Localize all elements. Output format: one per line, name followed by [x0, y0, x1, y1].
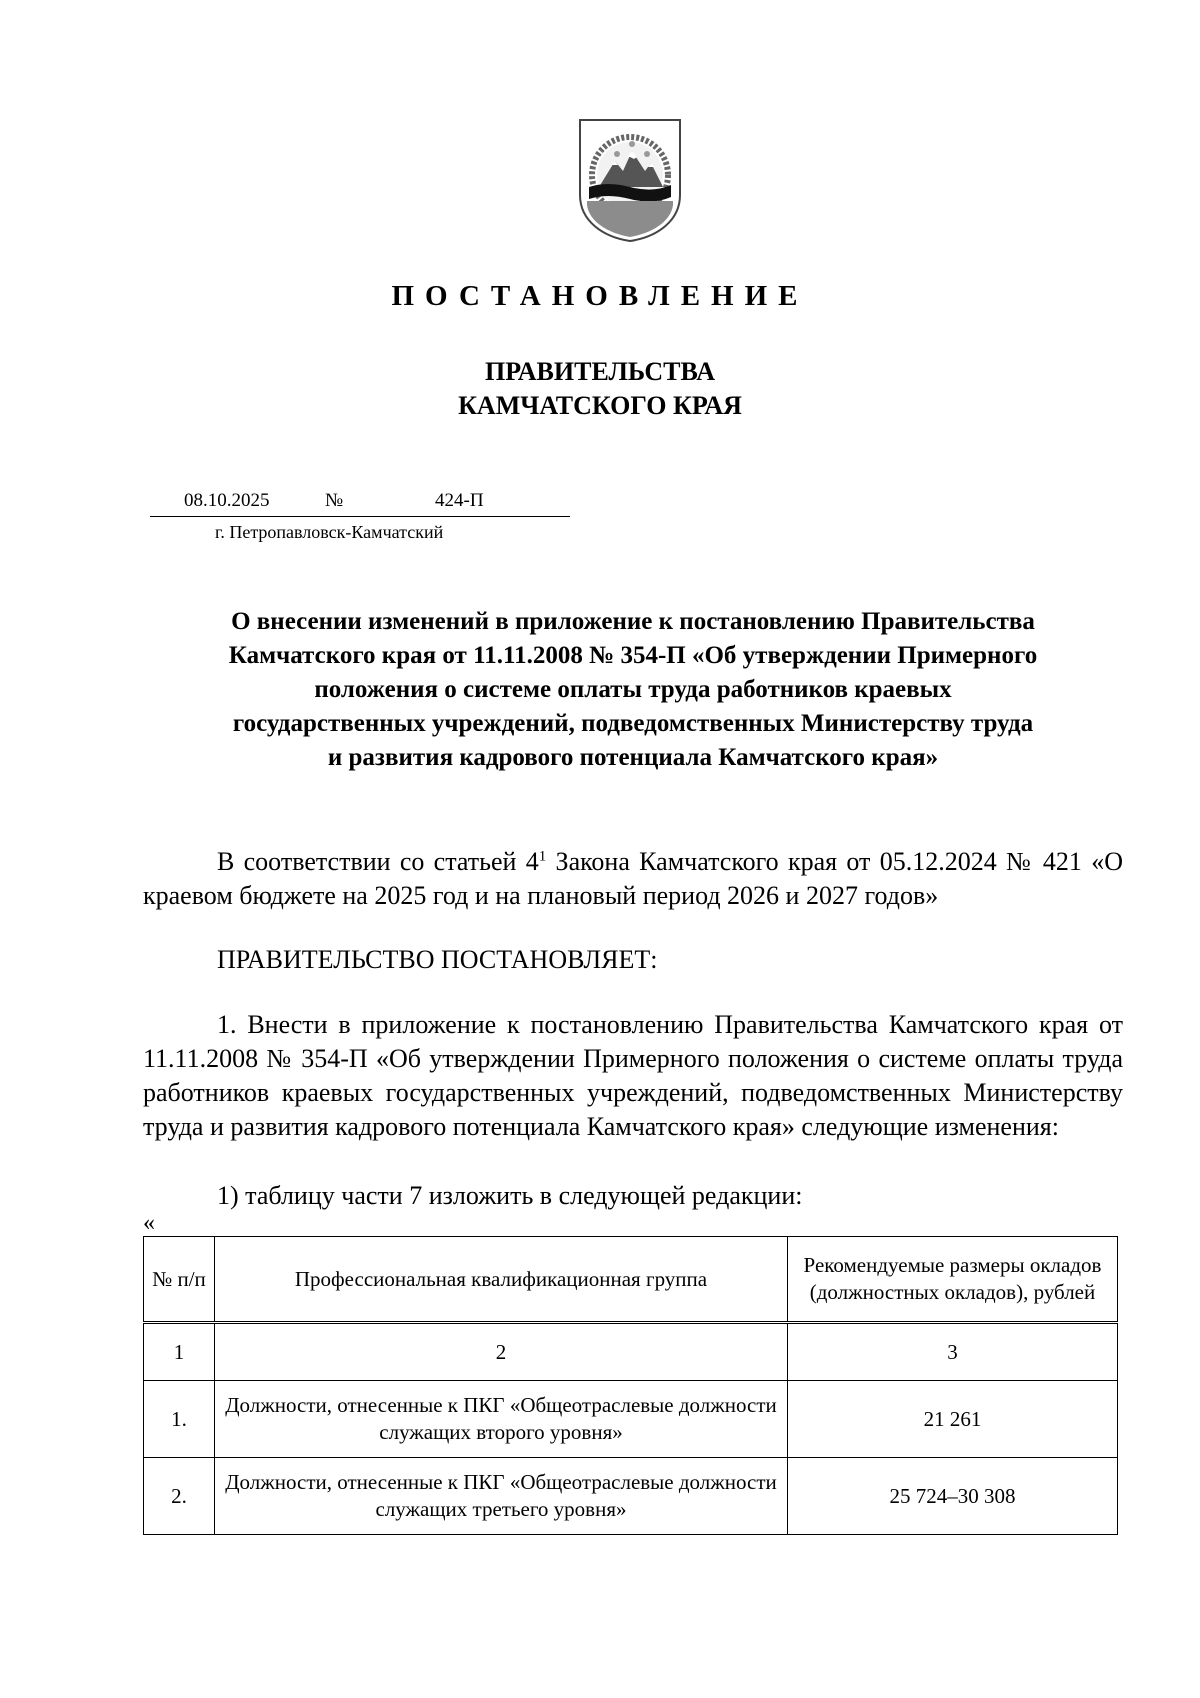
basis-paragraph: [143, 845, 1123, 913]
kamchatka-coat-of-arms-icon: [577, 117, 683, 243]
header-num: № п/п: [144, 1237, 215, 1323]
basis-text: В соответствии со статьей 4: [217, 847, 539, 876]
row-num: 1.: [144, 1381, 215, 1458]
issuing-authority: [0, 355, 1200, 423]
row-group: Должности, отнесенные к ПКГ «Общеотраслевые должности служащих третьего уровня»: [215, 1458, 788, 1535]
header-group: Профессиональная квалификационная группа: [215, 1237, 788, 1323]
table-row: [144, 1458, 1118, 1535]
registration-line: [150, 490, 570, 517]
document-city: г. Петропавловск-Камчатский: [215, 522, 444, 542]
subject-line: положения о системе оплаты труда работников краевых: [314, 676, 952, 703]
document-type-title: ПОСТАНОВЛЕНИЕ: [391, 280, 809, 312]
subject-line: и развития кадрового потенциала Камчатского края»: [327, 744, 939, 771]
decree-statement: ПРАВИТЕЛЬСТВО ПОСТАНОВЛЯЕТ:: [217, 945, 658, 974]
column-number: 2: [215, 1323, 788, 1381]
item-1-paragraph: 1. Внести в приложение к постановлению Правительства Камчатского края от 11.11.2008 № 354-П «Об утверждении Примерного положения о системе оплаты труда работников краевых государственных учреждений, подведомственных Министерству труда и развития кадрового потенциала Камчатского края» следующие изменения:: [143, 1010, 1123, 1141]
opening-quote: «: [143, 1210, 155, 1236]
authority-line: КАМЧАТСКОГО КРАЯ: [458, 391, 742, 420]
table-header-row: [144, 1237, 1118, 1323]
header-salary: Рекомендуемые размеры окладов (должностных окладов), рублей: [788, 1237, 1118, 1323]
document-number: 424-П: [435, 490, 484, 511]
row-salary: 21 261: [788, 1381, 1118, 1458]
table-column-numbers-row: [144, 1323, 1118, 1381]
subject-line: Камчатского края от 11.11.2008 № 354-П «Об утверждении Примерного: [228, 642, 1038, 669]
subject-line: государственных учреждений, подведомственных Министерству труда: [232, 710, 1034, 737]
column-number: 1: [144, 1323, 215, 1381]
number-sign: №: [325, 490, 344, 511]
document-date: 08.10.2025: [184, 490, 270, 511]
salary-table: [143, 1236, 1118, 1535]
document-subject: [143, 605, 1123, 775]
row-group: Должности, отнесенные к ПКГ «Общеотраслевые должности служащих второго уровня»: [215, 1381, 788, 1458]
row-salary: 25 724–30 308: [788, 1458, 1118, 1535]
subitem-1-paragraph: 1) таблицу части 7 изложить в следующей редакции:: [217, 1181, 803, 1210]
column-number: 3: [788, 1323, 1118, 1381]
table-row: [144, 1381, 1118, 1458]
authority-line: ПРАВИТЕЛЬСТВА: [485, 357, 715, 386]
article-superscript: 1: [538, 848, 547, 865]
subject-line: О внесении изменений в приложение к постановлению Правительства: [231, 608, 1035, 635]
row-num: 2.: [144, 1458, 215, 1535]
basis-text-continued: Закона Камчатского края от 05.12.2024 № 421 «О краевом бюджете на 2025 год и на плановый период 2026 и 2027 годов»: [143, 847, 1123, 910]
